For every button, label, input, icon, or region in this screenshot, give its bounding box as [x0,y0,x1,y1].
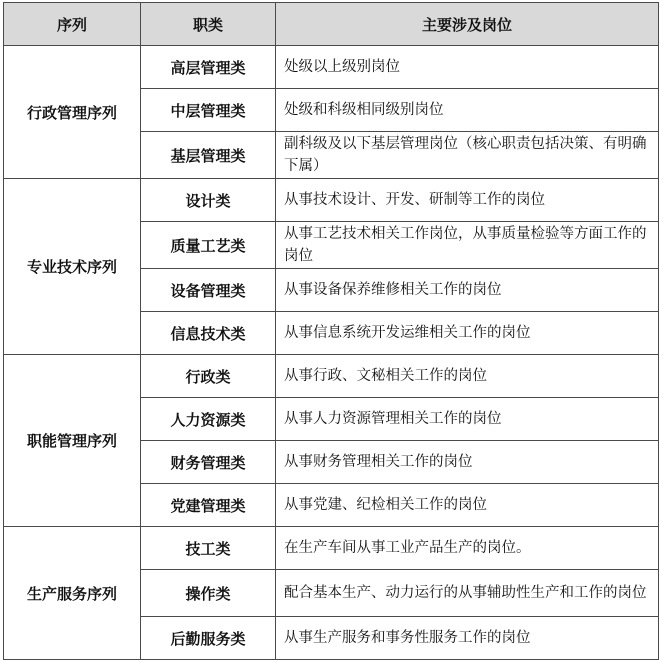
category-cell: 信息技术类 [141,312,276,355]
sequence-cell: 职能管理序列 [4,355,141,527]
category-cell: 技工类 [141,527,276,570]
category-cell: 人力资源类 [141,398,276,441]
category-cell: 高层管理类 [141,46,276,89]
sequence-cell: 生产服务序列 [4,527,141,660]
category-cell: 财务管理类 [141,441,276,484]
category-cell: 行政类 [141,355,276,398]
positions-cell: 从事生产服务和事务性服务工作的岗位 [276,617,659,660]
category-cell: 后勤服务类 [141,617,276,660]
sequence-cell: 专业技术序列 [4,179,141,355]
job-classification-table-wrapper [3,2,659,660]
positions-cell: 从事行政、文秘相关工作的岗位 [276,355,659,398]
positions-cell: 从事设备保养维修相关工作的岗位 [276,269,659,312]
positions-cell: 从事人力资源管理相关工作的岗位 [276,398,659,441]
positions-cell: 从事技术设计、开发、研制等工作的岗位 [276,179,659,222]
positions-cell: 从事工艺技术相关工作岗位，从事质量检验等方面工作的岗位 [276,222,659,269]
header-positions: 主要涉及岗位 [276,3,659,46]
positions-cell: 从事信息系统开发运维相关工作的岗位 [276,312,659,355]
category-cell: 设备管理类 [141,269,276,312]
job-classification-table [3,2,659,660]
category-cell: 党建管理类 [141,484,276,527]
category-cell: 中层管理类 [141,89,276,132]
positions-cell: 副科级及以下基层管理岗位（核心职责包括决策、有明确下属） [276,132,659,179]
positions-cell: 处级以上级别岗位 [276,46,659,89]
category-cell: 质量工艺类 [141,222,276,269]
table-row [4,46,659,89]
positions-cell: 配合基本生产、动力运行的从事辅助性生产和工作的岗位 [276,570,659,617]
category-cell: 操作类 [141,570,276,617]
sequence-cell: 行政管理序列 [4,46,141,179]
table-row [4,179,659,222]
header-sequence: 序列 [4,3,141,46]
header-row [4,3,659,46]
header-category: 职类 [141,3,276,46]
category-cell: 设计类 [141,179,276,222]
table-row [4,355,659,398]
category-cell: 基层管理类 [141,132,276,179]
positions-cell: 在生产车间从事工业产品生产的岗位。 [276,527,659,570]
positions-cell: 处级和科级相同级别岗位 [276,89,659,132]
table-row [4,527,659,570]
positions-cell: 从事财务管理相关工作的岗位 [276,441,659,484]
positions-cell: 从事党建、纪检相关工作的岗位 [276,484,659,527]
